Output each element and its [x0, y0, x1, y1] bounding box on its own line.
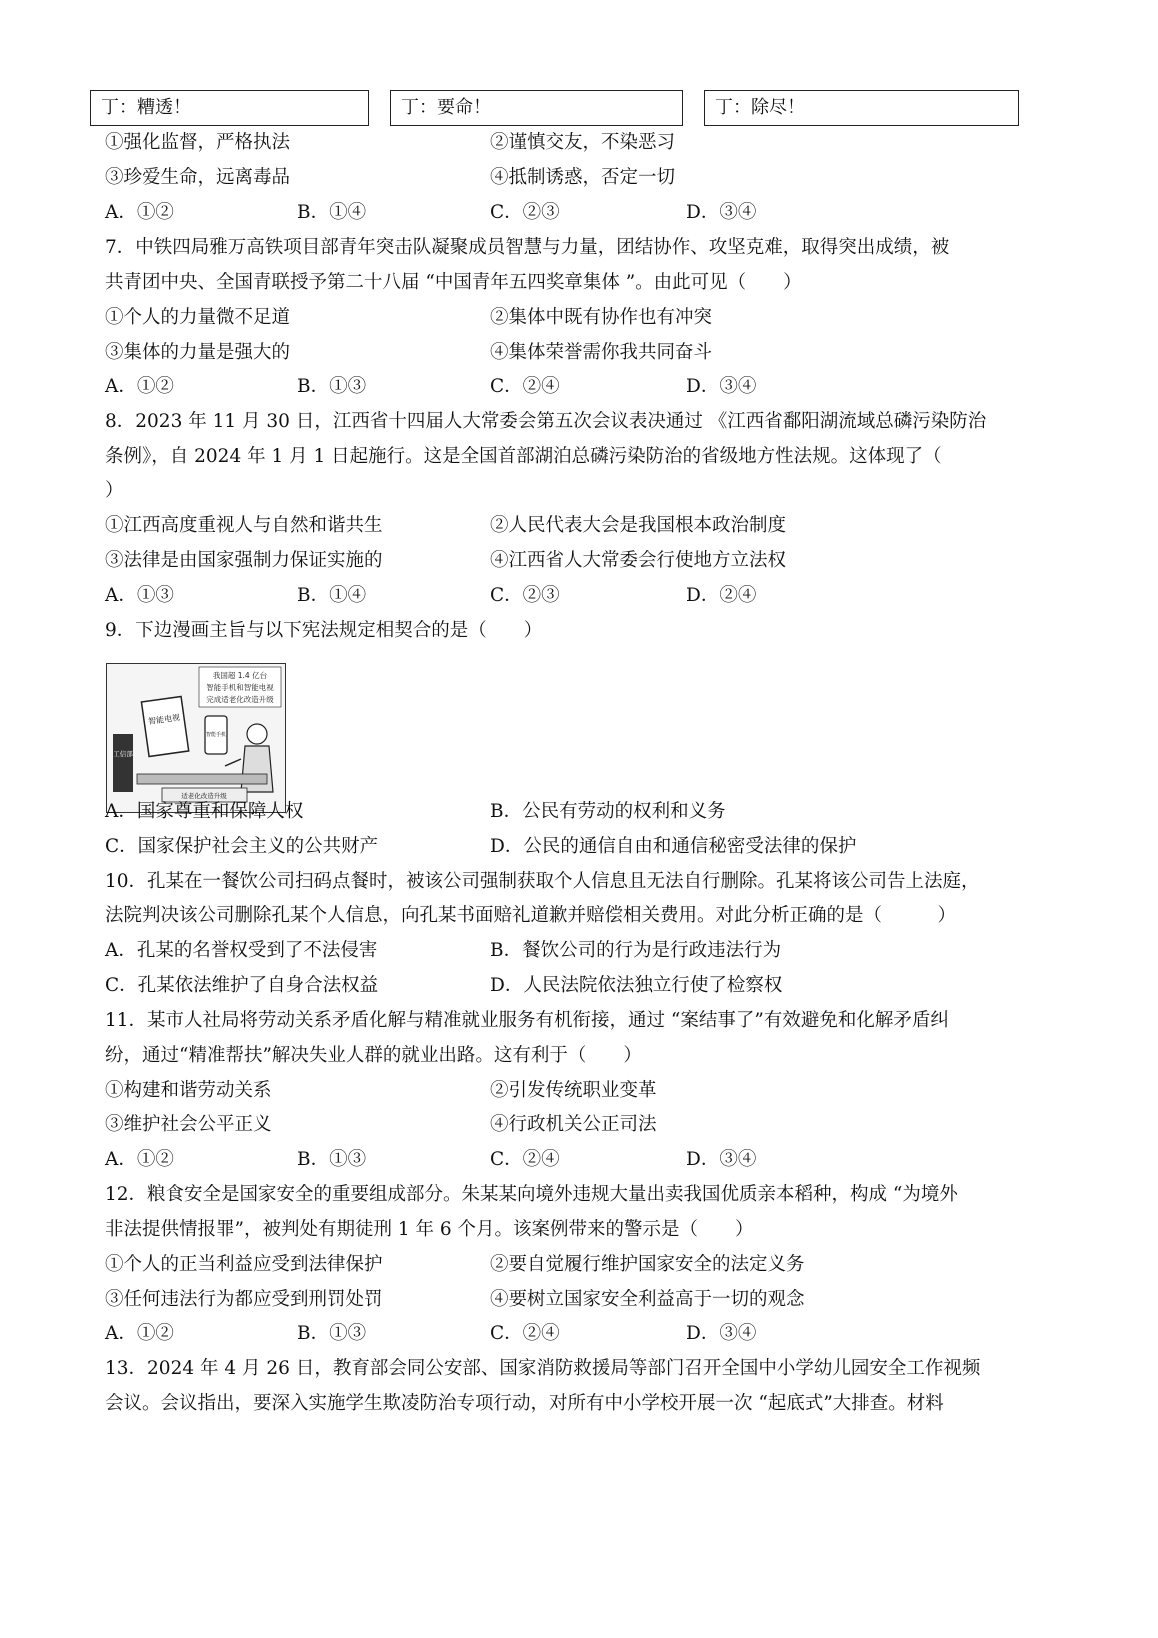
q7-stem-line-1: 7．中铁四局雅万高铁项目部青年突击队凝聚成员智慧与力量，团结协作、攻坚克难，取得突出成绩，被	[105, 237, 950, 258]
q7-option-c[interactable]: C．②④	[490, 376, 560, 397]
q12-option-a[interactable]: A．①②	[105, 1323, 174, 1344]
q10-option-d[interactable]: D．人民法院依法独立行使了检察权	[490, 975, 783, 996]
q7-stem-line-2: 共青团中央、全国青联授予第二十八届 “中国青年五四奖章集体 ”。由此可见（ ）	[105, 272, 802, 293]
q9-option-d[interactable]: D．公民的通信自由和通信秘密受法律的保护	[490, 836, 857, 857]
q6-statement-3: ③珍爱生命，远离毒品	[105, 167, 291, 188]
q6-statement-1: ①强化监督，严格执法	[105, 132, 291, 153]
q8-statement-4: ④江西省人大常委会行使地方立法权	[490, 550, 787, 571]
comic-drawing	[107, 664, 284, 811]
q11-statement-4: ④行政机关公正司法	[490, 1114, 657, 1135]
q10-option-a[interactable]: A．孔某的名誉权受到了不法侵害	[105, 940, 378, 961]
q6-statement-4: ④抵制诱惑，否定一切	[490, 167, 676, 188]
q9-option-c[interactable]: C．国家保护社会主义的公共财产	[105, 836, 379, 857]
q10-option-b[interactable]: B．餐饮公司的行为是行政违法行为	[490, 940, 782, 961]
q7-option-a[interactable]: A．①②	[105, 376, 174, 397]
answer-box-1: 丁：糟透！	[90, 90, 369, 126]
q8-option-a[interactable]: A．①③	[105, 585, 174, 606]
q7-statement-1: ①个人的力量微不足道	[105, 307, 291, 328]
q10-stem-line-1: 10．孔某在一餐饮公司扫码点餐时，被该公司强制获取个人信息且无法自行删除。孔某将该公司告上法庭，	[105, 871, 980, 892]
q12-stem-line-2: 非法提供情报罪”，被判处有期徒刑 1 年 6 个月。该案例带来的警示是（ ）	[105, 1219, 754, 1240]
q8-statement-3: ③法律是由国家强制力保证实施的	[105, 550, 383, 571]
q12-statement-4: ④要树立国家安全利益高于一切的观念	[490, 1289, 805, 1310]
comic-caption-3: 完成适老化改造升级	[206, 695, 274, 704]
q11-option-a[interactable]: A．①②	[105, 1149, 174, 1170]
q7-option-b[interactable]: B．①③	[297, 376, 367, 397]
q7-statement-2: ②集体中既有协作也有冲突	[490, 307, 713, 328]
q9-option-a[interactable]: A．国家尊重和保障人权	[105, 801, 304, 822]
q12-statement-2: ②要自觉履行维护国家安全的法定义务	[490, 1254, 805, 1275]
q11-statement-3: ③维护社会公平正义	[105, 1114, 272, 1135]
q11-option-b[interactable]: B．①③	[297, 1149, 367, 1170]
answer-box-2: 丁：要命！	[390, 90, 683, 126]
q12-option-b[interactable]: B．①③	[297, 1323, 367, 1344]
q12-option-d[interactable]: D．③④	[686, 1323, 757, 1344]
q11-stem-line-2: 纷，通过“精准帮扶”解决失业人群的就业出路。这有利于（ ）	[105, 1045, 642, 1066]
q11-statement-1: ①构建和谐劳动关系	[105, 1080, 272, 1101]
q6-statement-2: ②谨慎交友，不染恶习	[490, 132, 676, 153]
q6-option-b[interactable]: B．①④	[297, 202, 367, 223]
q8-option-d[interactable]: D．②④	[686, 585, 757, 606]
q11-option-d[interactable]: D．③④	[686, 1149, 757, 1170]
q12-statement-1: ①个人的正当利益应受到法律保护	[105, 1254, 383, 1275]
q7-option-d[interactable]: D．③④	[686, 376, 757, 397]
comic-base-label: 适老化改造升级	[181, 792, 227, 800]
q9-stem-line-1: 9．下边漫画主旨与以下宪法规定相契合的是（ ）	[105, 620, 543, 641]
q8-statement-2: ②人民代表大会是我国根本政治制度	[490, 515, 787, 536]
q11-option-c[interactable]: C．②④	[490, 1149, 560, 1170]
q8-stem-line-1: 8．2023 年 11 月 30 日，江西省十四届人大常委会第五次会议表决通过 《江西省鄱阳湖流域总磷污染防治	[105, 411, 987, 432]
comic-phone-label: 智能手机	[205, 732, 227, 738]
comic-dept-label: 工信部	[113, 750, 133, 758]
q8-option-b[interactable]: B．①④	[297, 585, 367, 606]
q8-stem-line-3: ）	[105, 480, 124, 501]
comic-tv-label: 智能电视	[147, 712, 181, 727]
q7-statement-4: ④集体荣誉需你我共同奋斗	[490, 342, 713, 363]
q10-stem-line-2: 法院判决该公司删除孔某个人信息，向孔某书面赔礼道歉并赔偿相关费用。对此分析正确的是（ ）	[105, 905, 957, 926]
q8-statement-1: ①江西高度重视人与自然和谐共生	[105, 515, 383, 536]
answer-box-3: 丁：除尽！	[704, 90, 1019, 126]
q13-stem-line-2: 会议。会议指出，要深入实施学生欺凌防治专项行动，对所有中小学校开展一次 “起底式”大排查。材料	[105, 1393, 944, 1414]
q12-option-c[interactable]: C．②④	[490, 1323, 560, 1344]
q11-statement-2: ②引发传统职业变革	[490, 1080, 657, 1101]
q11-stem-line-1: 11．某市人社局将劳动关系矛盾化解与精准就业服务有机衔接，通过 “案结事了”有效避免和化解矛盾纠	[105, 1010, 949, 1031]
q12-stem-line-1: 12．粮食安全是国家安全的重要组成部分。朱某某向境外违规大量出卖我国优质亲本稻种，构成 “为境外	[105, 1184, 958, 1205]
comic-illustration	[106, 663, 286, 813]
q13-stem-line-1: 13．2024 年 4 月 26 日，教育部会同公安部、国家消防救援局等部门召开全国中小学幼儿园安全工作视频	[105, 1358, 981, 1379]
q6-option-d[interactable]: D．③④	[686, 202, 757, 223]
q7-statement-3: ③集体的力量是强大的	[105, 342, 291, 363]
q10-option-c[interactable]: C．孔某依法维护了自身合法权益	[105, 975, 379, 996]
comic-caption-2: 智能手机和智能电视	[206, 683, 274, 692]
comic-caption-1: 我国超 1.4 亿台	[212, 671, 268, 680]
q12-statement-3: ③任何违法行为都应受到刑罚处罚	[105, 1289, 383, 1310]
q8-stem-line-2: 条例》，自 2024 年 1 月 1 日起施行。这是全国首部湖泊总磷污染防治的省级地方性法规。这体现了（	[105, 446, 942, 467]
q9-option-b[interactable]: B．公民有劳动的权利和义务	[490, 801, 726, 822]
q6-option-c[interactable]: C．②③	[490, 202, 560, 223]
q6-option-a[interactable]: A．①②	[105, 202, 174, 223]
q8-option-c[interactable]: C．②③	[490, 585, 560, 606]
